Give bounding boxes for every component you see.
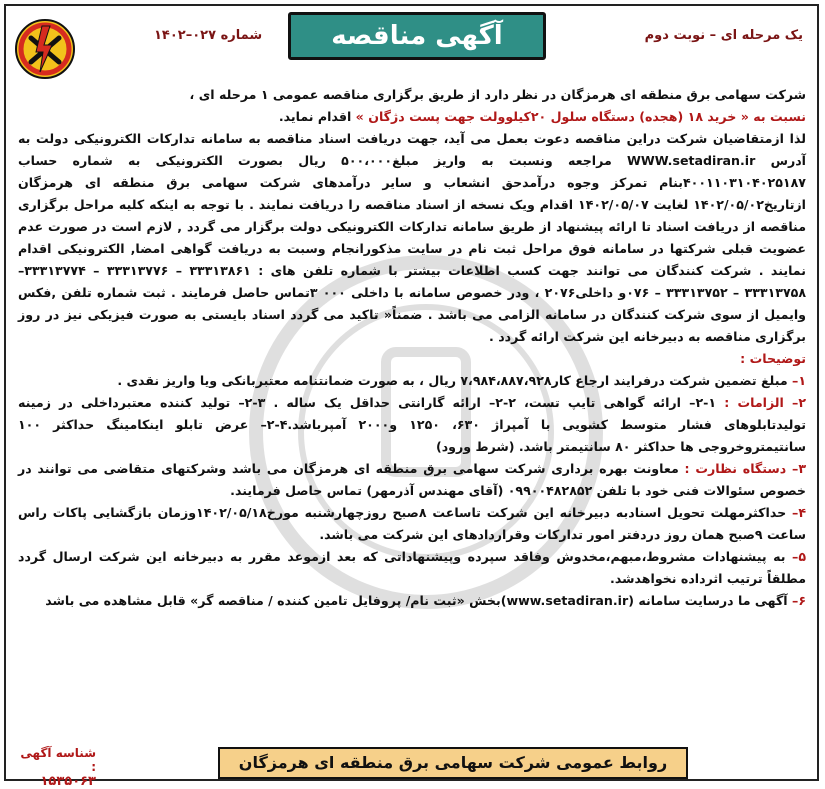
- note-item-2: [18, 392, 806, 458]
- tender-stage: یک مرحله ای – نوبت دوم: [644, 28, 803, 43]
- note-number: ۲– الزامات :: [724, 395, 806, 410]
- notice-number: شماره ۰۲۷–۱۴۰۲: [154, 28, 263, 43]
- note-number: ۶–: [792, 593, 806, 608]
- note-text: به پیشنهادات مشروط،مبهم،مخدوش وفاقد سپرده وپیشنهاداتی که بعد ازموعد مقرر به دبیرخانه این شرکت ارسال گردد مطلقاً ترتیب اثرداده نخواهدشد.: [18, 549, 806, 586]
- note-number: ۳– دستگاه نظارت :: [684, 461, 807, 476]
- note-number: ۴–: [792, 505, 806, 520]
- note-item-3: [18, 458, 806, 502]
- notice-body: [18, 84, 806, 612]
- subject-suffix: اقدام نماید.: [278, 109, 356, 124]
- note-item-4: [18, 502, 806, 546]
- notice-id-label: شناسه آگهی :: [20, 746, 96, 774]
- note-text: معاونت بهره برداری شرکت سهامی برق منطقه ای هرمزگان می باشد وشرکتهای متقاضی می توانند در خصوص سئوالات فنی خود با تلفن ۰۹۹۰۰۴۸۲۸۵۲ (آقای مهندس آذرمهر) تماس حاصل فرمایند.: [18, 461, 806, 498]
- note-text: حداکثرمهلت تحویل اسنادبه دبیرخانه این شرکت تاساعت ۸صبح روزچهارشنبه مورخ۱۴۰۲/۰۵/۱۸وزمان بازگشایی پاکات راس ساعت ۹صبح همان روز دردفتر امور تدارکات وقراردادهای این شرکت می باشد.: [18, 505, 806, 542]
- notes-title: توضیحات :: [740, 351, 806, 366]
- electric-company-logo-icon: [14, 18, 76, 80]
- public-relations-footer: روابط عمومی شرکت سهامی برق منطقه ای هرمزگان: [218, 747, 688, 779]
- notice-frame: [4, 4, 819, 789]
- note-item-1: [18, 370, 806, 392]
- notice-id: [16, 746, 96, 789]
- note-number: ۵–: [792, 549, 806, 564]
- main-paragraph: لذا ازمتقاضیان شرکت دراین مناقصه دعوت بعمل می آید، جهت دریافت اسناد مناقصه به سامانه تدارکات الکترونیکی دولت به آدرس WWW.setadiran.ir مراجعه ونسبت به واریز مبلغ۵۰۰،۰۰۰ ریال بصورت الکترونیکی به شماره حساب ۴۰۰۱۱۰۳۱۰۴۰۲۵۱۸۷بنام تمرکز وجوه درآمدحق انشعاب و سایر درآمدهای شرکت سهامی برق منطقه ای هرمزگان ازتاریخ۱۴۰۲/۰۵/۰۲ لغایت ۱۴۰۲/۰۵/۰۷ اقدام ویک نسخه از اسناد مناقصه را دریافت نمایند . با توجه به اینکه کلیه مراحل برگزاری مناقصه از دریافت اسناد تا ارائه پیشنهاد از طریق سامانه تدارکات الکترونیکی دولت برگزار می گردد , لازم است در صورت عدم عضویت قبلی شرکتها در سامانه فوق مراحل ثبت نام در سایت مذکورانجام وسبت به دریافت گواهی امضا, الکترونیکی اقدام نمایند . شرکت کنندگان می توانند جهت کسب اطلاعات بیشتر با شماره تلفن های : ۳۳۳۱۳۸۶۱ – ۳۳۳۱۳۷۷۶ – ۳۳۳۱۳۷۷۴– ۳۳۳۱۳۷۵۸ – ۳۳۳۱۳۷۵۲ – ۰۷۶و داخلی۲۰۷۶ ، ودر خصوص سامانه با داخلی ۰۰۰ ۳تماس حاصل فرمایند . ثبت شماره تلفن ,فکس وایمیل از سوی شرکت کنندگان در سامانه الزامی می باشد . ضمناً« تاکید می گردد اسناد بایستی به صورت فیزیکی نیز در روز برگزاری مناقصه به دبیرخانه این شرکت ارائه گردد .: [18, 131, 807, 344]
- note-item-5: [18, 546, 806, 590]
- intro-line: شرکت سهامی برق منطقه ای هرمزگان در نظر دارد از طریق برگزاری مناقصه عمومی ۱ مرحله ای ،: [189, 87, 806, 102]
- header: [6, 6, 821, 93]
- note-item-6: [18, 590, 806, 612]
- subject-prefix: نسبت به: [748, 109, 806, 124]
- notice-title: آگهی مناقصه عمومی: [288, 12, 546, 60]
- notice-id-value: ۱۵۳۵۰۶۳: [40, 774, 96, 789]
- note-number: ۱–: [792, 373, 806, 388]
- note-text: مبلغ تضمین شرکت درفرایند ارجاع کار۷،۹۸۴،۸۸۷،۹۲۸ ریال ، به صورت ضمانتنامه معتبربانکی ویا واریز نقدی .: [117, 373, 793, 388]
- tender-subject: « خرید ۱۸ (هجده) دستگاه سلول ۲۰کیلوولت جهت پست دژگان »: [355, 109, 749, 124]
- note-text: ۱-۲– ارائه گواهی تایپ تست، ۲-۲– ارائه گارانتی حداقل یک ساله . ۳-۲– تولید کننده معتبرداخلی در زمینه تولیدتابلوهای فشار متوسط کشویی با آمپراژ ۶۳۰، ۱۲۵۰ و۲۰۰۰ آمپرباشد.۴-۲– عرض تابلو اینکامینگ حداکثر ۱۰۰ سانتیمتروخروجی ها حداکثر ۸۰ سانتیمتر باشد. (شرط ورود): [18, 395, 807, 454]
- tender-subject-line: [18, 106, 806, 128]
- note-text: آگهی ما درسایت سامانه (www.setadiran.ir)بخش «ثبت نام/ پروفایل تامین کننده / مناقصه گر» قابل مشاهده می باشد: [45, 593, 793, 608]
